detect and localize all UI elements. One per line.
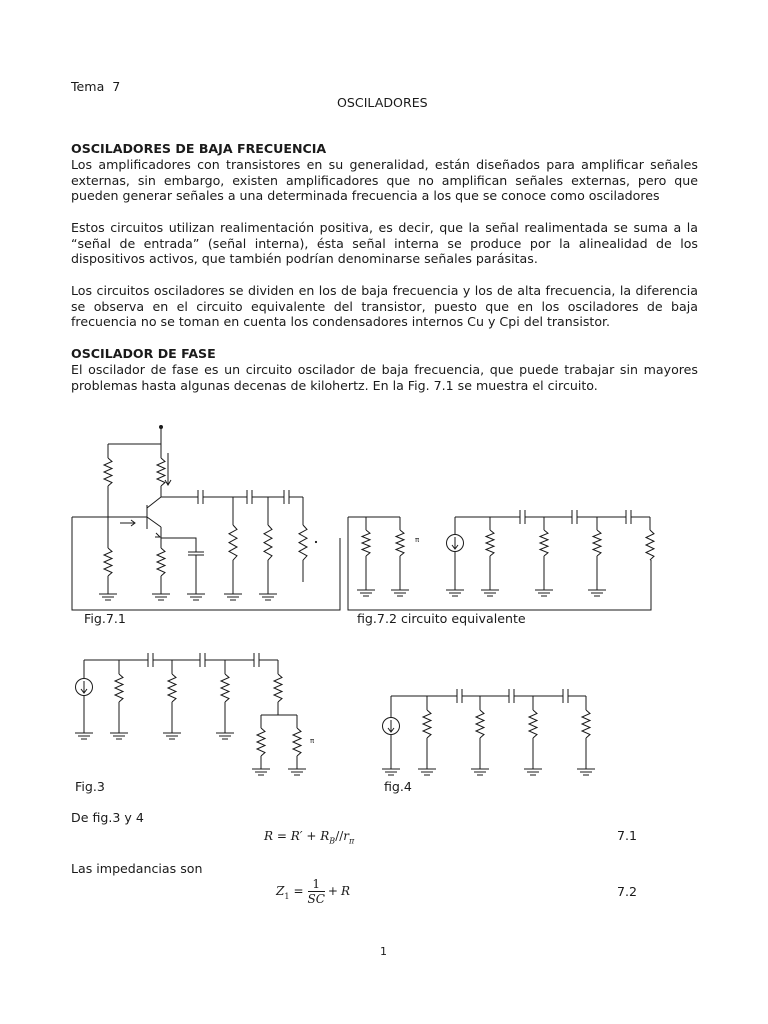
equation-number-7-2: 7.2 — [617, 884, 638, 899]
equations-intro-text: De fig.3 y 4 — [71, 810, 144, 825]
fig4-grounds — [382, 769, 595, 775]
section-heading-low-frequency: OSCILADORES DE BAJA FRECUENCIA — [71, 141, 327, 156]
equation-number-7-1: 7.1 — [617, 828, 638, 843]
impedances-intro-text: Las impedancias son — [71, 861, 203, 876]
fig4-wiring — [383, 689, 587, 769]
figure-4-caption: fig.4 — [384, 779, 412, 794]
eq2-fraction — [308, 877, 325, 906]
page-number: 1 — [380, 945, 387, 958]
eq2-denominator: SC — [307, 891, 325, 906]
eq2-r: R — [340, 884, 351, 898]
eq1-r-prime: R′ — [290, 829, 303, 843]
figure-7-2-caption: fig.7.2 circuito equivalente — [357, 611, 526, 626]
eq1-rb-sub: B — [329, 836, 336, 846]
paragraph-intro: Los amplificadores con transistores en su generalidad, están diseñados para amplificar señales externas, sin embargo, existen amplificadores que no amplifican señales externas, pero que pueden generar señales a una determinada frecuencia a los que se conoce como osciladores — [71, 157, 698, 204]
paragraph-classification: Los circuitos osciladores se dividen en los de baja frecuencia y los de alta frecuencia, la diferencia se observa en el circuito equivalente del transistor, puesto que en los osciladores de baja frecuencia no se toman en cuenta los condensadores internos Cu y Cpi del transistor. — [71, 283, 698, 330]
eq1-plus: + — [306, 829, 317, 843]
eq1-parallel: // — [335, 829, 344, 843]
page-title: OSCILADORES — [337, 95, 428, 110]
eq1-rb: R — [320, 829, 330, 843]
eq1-r-pi: r — [343, 829, 350, 843]
figure-7-1-caption: Fig.7.1 — [84, 611, 126, 626]
equation-7-1 — [264, 828, 354, 849]
eq1-equals: = — [276, 829, 287, 843]
paragraph-phase-oscillator: El oscilador de fase es un circuito oscilador de baja frecuencia, que puede trabajar sin mayores problemas hasta algunas decenas de kilohertz. En la Fig. 7.1 se muestra el circuito. — [71, 362, 698, 393]
eq2-plus: + — [327, 884, 338, 898]
eq2-equals: = — [293, 884, 304, 898]
pi-label-fig72: π — [415, 536, 420, 544]
topic-label: Tema 7 — [71, 79, 121, 94]
paragraph-feedback: Estos circuitos utilizan realimentación positiva, es decir, que la señal realimentada se suma a la “señal de entrada” (señal interna), ésta señal interna se produce por la alinealidad de los dispositivos activos, que también podrían denominarse señales parásitas. — [71, 220, 698, 267]
section-heading-phase-oscillator: OSCILADOR DE FASE — [71, 346, 216, 361]
fig4-resistors — [423, 710, 590, 738]
eq1-r-pi-sub: π — [349, 836, 355, 846]
eq2-numerator: 1 — [312, 876, 321, 891]
eq1-r: R — [264, 829, 274, 843]
eq2-z: Z — [276, 884, 285, 898]
equation-7-2 — [276, 873, 350, 909]
eq2-z-sub: 1 — [284, 892, 290, 901]
pi-label-fig3: π — [310, 737, 315, 745]
figure-3-caption: Fig.3 — [75, 779, 105, 794]
